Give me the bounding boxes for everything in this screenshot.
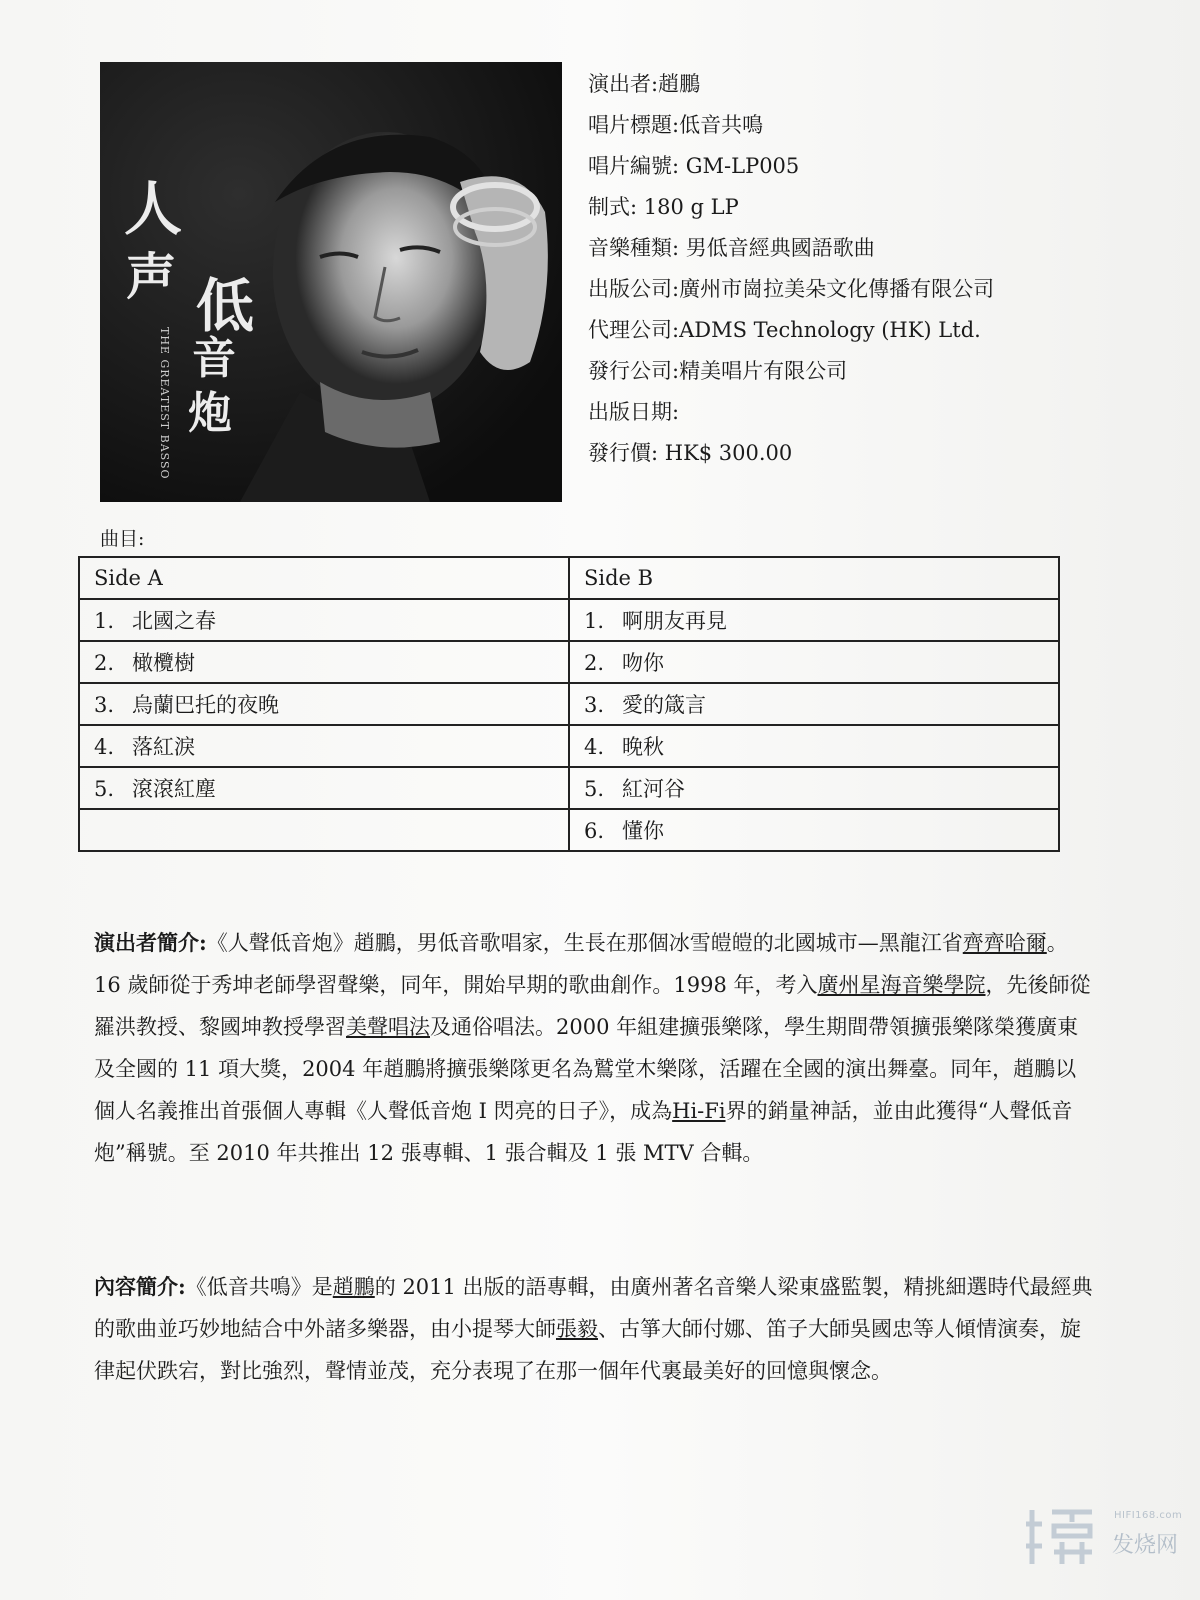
bio-link-bel-canto: 美聲唱法: [346, 1015, 430, 1039]
track-number: 5.: [584, 777, 605, 801]
tracklist-heading: 曲目:: [100, 528, 145, 550]
side-a-track: [79, 767, 569, 809]
table-row: [79, 683, 1059, 725]
album-cover-image: [100, 62, 562, 502]
bio-lead-label: 演出者簡介:: [94, 930, 207, 955]
cover-title-char: 人: [124, 175, 183, 243]
info-catalog-number: 唱片編號: GM-LP005: [588, 154, 800, 178]
track-number: 3.: [94, 693, 115, 717]
info-genre: 音樂種類: 男低音經典國語歌曲: [588, 236, 875, 260]
side-b-track: [569, 599, 1059, 641]
content-intro-paragraph: [94, 1266, 1094, 1392]
bio-text: 界的銷量神話，並由此獲得“人聲低音炮”稱號。至 2010 年共推出 12 張專輯、1 張合輯及 1 張 MTV 合輯。: [94, 1099, 1073, 1165]
side-b-header: Side B: [569, 557, 1059, 599]
content-text: 《低音共鳴》是: [185, 1275, 333, 1299]
info-release-date: 出版日期:: [588, 400, 680, 424]
info-distributor: 發行公司:精美唱片有限公司: [588, 359, 848, 383]
track-number: 3.: [584, 693, 605, 717]
table-header-row: [79, 557, 1059, 599]
side-a-header: Side A: [79, 557, 569, 599]
album-info-list: [588, 64, 1148, 474]
bio-text: 。16 歲師從于秀坤老師學習聲樂，同年，開始早期的歌曲創作。1998 年，考入: [94, 931, 1068, 997]
table-row: [79, 767, 1059, 809]
bio-text: 及通俗唱法。2000 年組建擴張樂隊，學生期間帶領擴張樂隊榮獲廣東及全國的 11 項大獎，2004 年趙鵬將擴張樂隊更名為鷲堂木樂隊，活躍在全國的演出舞臺。同年，趙鵬以個人名義推出首張個人專輯《人聲低音炮 I 閃亮的日子》，成為: [94, 1015, 1079, 1123]
cover-title-char: 炮: [188, 388, 232, 439]
watermark-url: HIFI168.com: [1114, 1510, 1183, 1521]
bio-link-conservatory: 廣州星海音樂學院: [817, 973, 986, 997]
content-link-zhang-yi: 張毅: [556, 1317, 598, 1341]
side-b-track: [569, 641, 1059, 683]
side-a-track: [79, 809, 569, 851]
info-album-title: 唱片標題:低音共鳴: [588, 113, 764, 137]
track-number: 4.: [584, 735, 605, 759]
cover-english-title: THE GREATEST BASSO: [158, 327, 172, 480]
watermark-logo-icon: [1022, 1502, 1102, 1572]
track-number: 4.: [94, 735, 115, 759]
info-format: 制式: 180 g LP: [588, 195, 739, 219]
side-a-track: [79, 725, 569, 767]
bio-text: 《人聲低音炮》趙鵬，男低音歌唱家，生長在那個冰雪皚皚的北國城市—黑龍江省: [206, 931, 963, 955]
side-b-track: [569, 809, 1059, 851]
bio-text: ，先後師從羅洪教授、黎國坤教授學習: [94, 973, 1091, 1039]
bio-link-qiqihar: 齊齊哈爾: [962, 931, 1047, 955]
side-b-track: [569, 683, 1059, 725]
table-row: [79, 809, 1059, 851]
content-text: 、古箏大師付娜、笛子大師吳國忠等人傾情演奏，旋律起伏跌宕，對比強烈，聲情並茂，充分表現了在那一個年代裏最美好的回憶與懷念。: [94, 1317, 1081, 1383]
track-number: 5.: [94, 777, 115, 801]
track-title: 晚秋: [622, 735, 664, 759]
track-title: 啊朋友再見: [622, 609, 727, 633]
cover-title-char: 声: [126, 247, 176, 306]
track-title: 橄欖樹: [132, 651, 195, 675]
track-title: 北國之春: [132, 609, 216, 633]
tracklist-table: [78, 556, 1060, 852]
content-lead-label: 內容簡介:: [94, 1274, 186, 1299]
info-performer: 演出者:趙鵬: [588, 72, 701, 96]
track-number: 2.: [94, 651, 115, 675]
table-row: [79, 725, 1059, 767]
track-title: 紅河谷: [622, 777, 685, 801]
content-text: 的 2011 出版的語專輯，由廣州著名音樂人梁東盛監製，精挑細選時代最經典的歌曲並巧妙地結合中外諸多樂器，由小提琴大師: [94, 1275, 1093, 1341]
track-title: 愛的箴言: [622, 693, 706, 717]
track-title: 懂你: [622, 819, 664, 843]
table-row: [79, 641, 1059, 683]
side-b-track: [569, 767, 1059, 809]
side-a-track: [79, 683, 569, 725]
bio-link-hifi: Hi-Fi: [672, 1099, 726, 1123]
info-price: 發行價: HK$ 300.00: [588, 441, 793, 465]
performer-bio-paragraph: [94, 922, 1094, 1174]
content-link-zhao-peng: 趙鵬: [332, 1275, 375, 1299]
cover-title-char: 音: [192, 333, 236, 384]
track-number: 6.: [584, 819, 605, 843]
cover-title-char: 低: [196, 272, 255, 340]
table-row: [79, 599, 1059, 641]
track-title: 吻你: [622, 651, 664, 675]
info-agent: 代理公司:ADMS Technology (HK) Ltd.: [588, 318, 981, 342]
track-number: 1.: [94, 609, 115, 633]
side-a-track: [79, 641, 569, 683]
info-publisher: 出版公司:廣州市崗拉美朵文化傳播有限公司: [588, 277, 995, 301]
watermark-site-name: 发烧网: [1112, 1533, 1179, 1558]
side-a-track: [79, 599, 569, 641]
track-number: 2.: [584, 651, 605, 675]
side-b-track: [569, 725, 1059, 767]
track-title: 滾滾紅塵: [132, 777, 216, 801]
track-number: 1.: [584, 609, 605, 633]
track-title: 落紅淚: [132, 735, 195, 759]
site-watermark: [1022, 1500, 1192, 1580]
track-title: 烏蘭巴托的夜晚: [132, 693, 279, 717]
